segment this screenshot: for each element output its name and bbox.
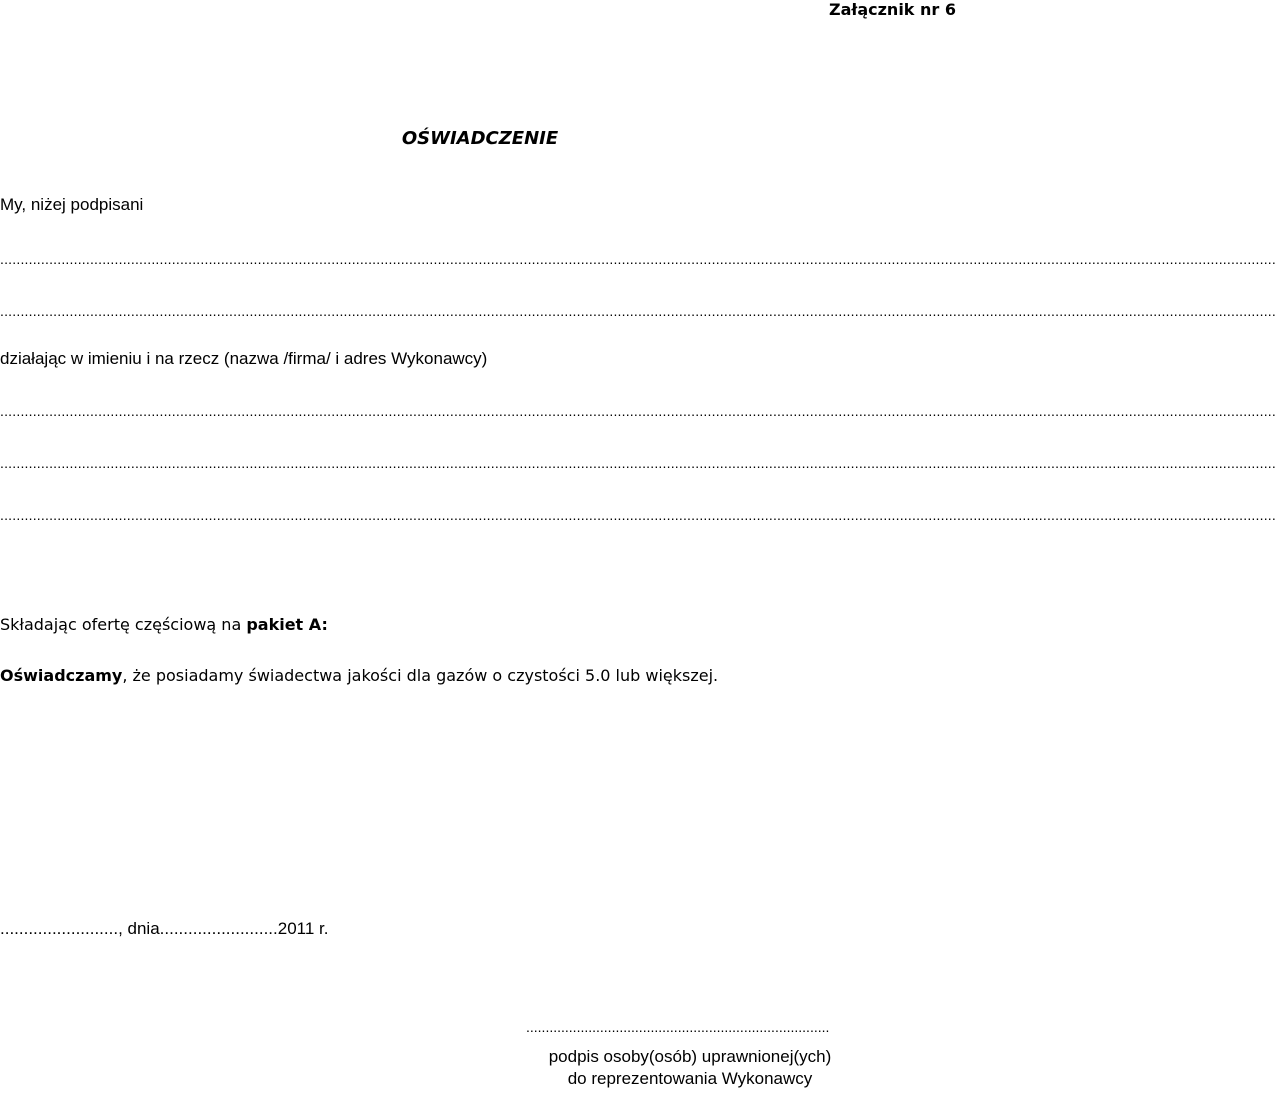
document-title: OŚWIADCZENIE xyxy=(401,128,559,149)
declaration-text xyxy=(0,665,718,687)
contractor-line-1: ........................................................................................................................................................................................................................................................................................................................ xyxy=(0,403,1276,419)
partial-offer-text xyxy=(0,614,328,636)
contractor-line-2: ........................................................................................................................................................................................................................................................................................................................ xyxy=(0,455,1276,471)
contractor-line-3: ........................................................................................................................................................................................................................................................................................................................ xyxy=(0,507,1276,523)
acting-on-behalf-text: działając w imieniu i na rzecz (nazwa /firma/ i adres Wykonawcy) xyxy=(0,349,488,368)
partial-offer-prefix: Składając ofertę częściową na xyxy=(0,615,247,634)
signatory-line-2: ........................................................................................................................................................................................................................................................................................................................ xyxy=(0,303,1276,319)
place-date-line: ........................., dnia.........................2011 r. xyxy=(0,919,329,938)
declaration-body: , że posiadamy świadectwa jakości dla gazów o czystości 5.0 lub większej. xyxy=(122,666,719,685)
intro-text: My, niżej podpisani xyxy=(0,195,144,214)
signature-caption-line-2: do reprezentowania Wykonawcy xyxy=(567,1069,813,1088)
signatory-line-1: ........................................................................................................................................................................................................................................................................................................................ xyxy=(0,251,1276,267)
annex-number: Załącznik nr 6 xyxy=(829,0,956,19)
signature-caption-line-1: podpis osoby(osób) uprawnionej(ych) xyxy=(548,1047,832,1066)
declaration-lead: Oświadczamy xyxy=(0,666,123,685)
package-label: pakiet A: xyxy=(246,615,328,634)
signature-dots: .............................................................................. xyxy=(526,1019,830,1035)
signature-caption xyxy=(500,1046,880,1090)
